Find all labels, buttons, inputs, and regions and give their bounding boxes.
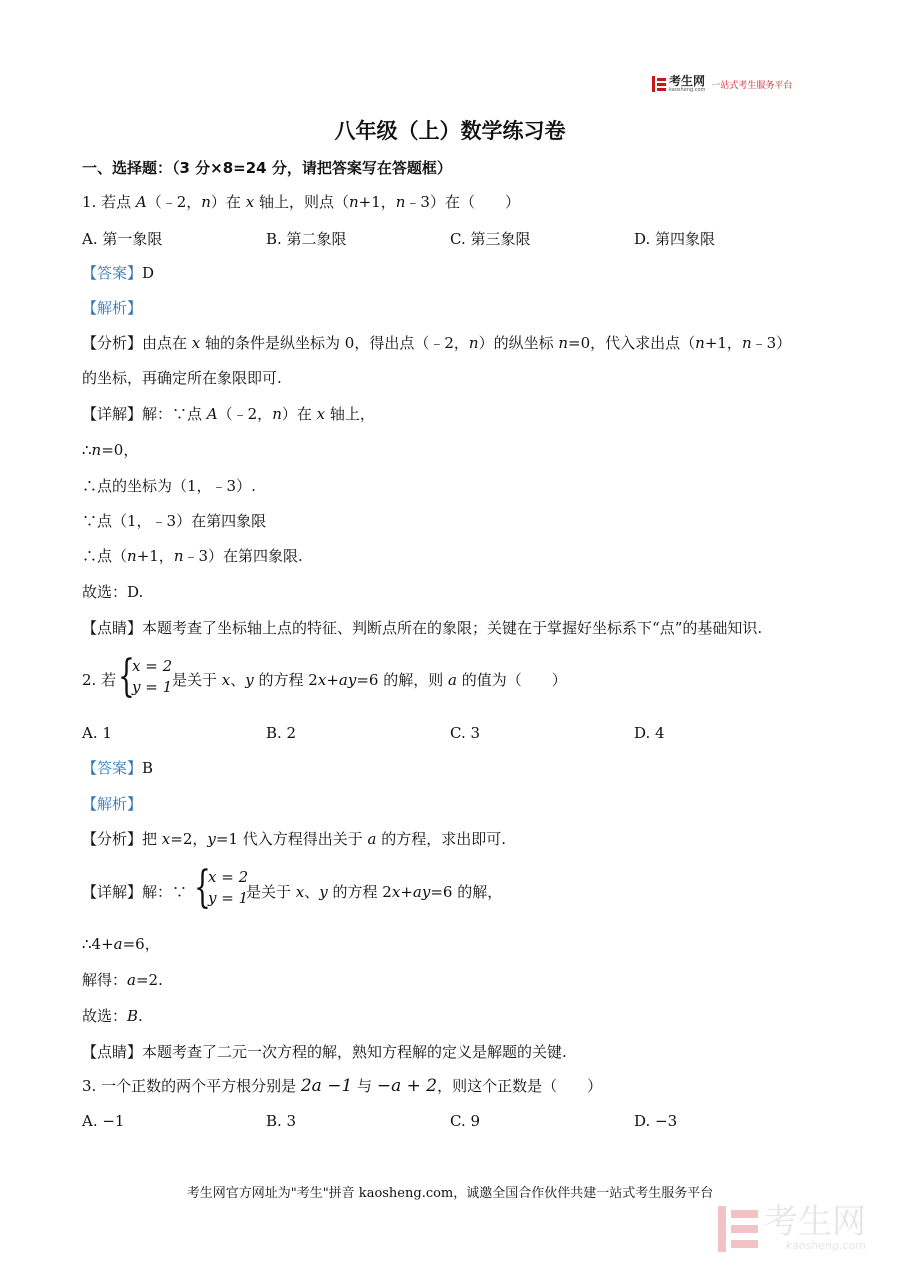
q1-stem: 1. 若点 A（﹣2，n）在 x 轴上，则点（n+1，n﹣3）在（ ） <box>82 193 520 211</box>
brace-icon: { <box>118 651 135 702</box>
q2-choice: 故选：B. <box>82 1007 143 1025</box>
page-footer: 考生网官方网址为"考生"拼音 kaosheng.com，诚邀全国合作伙伴共建一站式考生服务平台 <box>186 1186 714 1201</box>
brace-icon: { <box>194 862 211 913</box>
q2-xj-system-row2: y = 1 <box>208 889 249 907</box>
page-title: 八年级（上）数学练习卷 <box>334 119 566 143</box>
q3-expr2: −a + 2 <box>376 1076 438 1096</box>
q1-option-c: C. 第三象限 <box>450 230 531 248</box>
q1-fenxi-line2: 的坐标，再确定所在象限即可. <box>82 369 282 387</box>
q2-fenxi: 【分析】把 x=2，y=1 代入方程得出关于 a 的方程，求出即可. <box>82 830 507 848</box>
logo-title: 考生网 <box>669 73 706 88</box>
q1-dianjing: 【点睛】本题考查了坐标轴上点的特征、判断点所在的象限；关键在于掌握好坐标系下“点”的基础知识. <box>82 619 763 637</box>
q2-xj-system-row1: x = 2 <box>208 868 249 886</box>
watermark-logo-icon <box>718 1206 758 1252</box>
header-logo <box>652 74 792 94</box>
q2-answer: 【答案】B <box>82 759 154 777</box>
q2-step-2: ∴4+a=6， <box>82 935 160 953</box>
q1-option-a: A. 第一象限 <box>82 230 163 248</box>
q3-stem: 3. 一个正数的两个平方根分别是 2a −1 与 −a + 2，则这个正数是（ ） <box>82 1076 603 1096</box>
q1-analysis-tag: 【解析】 <box>82 299 143 317</box>
q2-option-a: A. 1 <box>82 724 112 742</box>
q1-option-b: B. 第二象限 <box>266 230 347 248</box>
q1-step-3: ∴点的坐标为（1，﹣3）. <box>82 477 256 495</box>
section-heading: 一、选择题：（3 分×8=24 分，请把答案写在答题框） <box>82 159 452 177</box>
q3-option-a: A. −1 <box>82 1112 125 1130</box>
q3-option-b: B. 3 <box>266 1112 297 1130</box>
q2-xiangjie-system <box>194 862 249 913</box>
q2-xiangjie-tail: 是关于 x、y 的方程 2x+ay=6 的解， <box>246 883 503 901</box>
answer-tag: 【答案】 <box>82 759 143 777</box>
q1-xiangjie: 【详解】解：∵点 A（﹣2，n）在 x 轴上， <box>82 405 375 423</box>
q1-step-4: ∵点（1，﹣3）在第四象限 <box>82 512 267 530</box>
logo-slogan: 一站式考生服务平台 <box>711 80 793 91</box>
q2-analysis-tag: 【解析】 <box>82 795 143 813</box>
watermark <box>718 1202 866 1252</box>
q2-dianjing: 【点睛】本题考查了二元一次方程的解，熟知方程解的定义是解题的关键. <box>82 1043 567 1061</box>
q1-answer: 【答案】D <box>82 264 155 282</box>
q3-option-d: D. −3 <box>634 1112 678 1130</box>
answer-tag: 【答案】 <box>82 264 143 282</box>
q3-option-c: C. 9 <box>450 1112 481 1130</box>
q2-stem: 是关于 x、y 的方程 2x+ay=6 的解，则 a 的值为（ ） <box>172 671 567 689</box>
q1-step-5: ∴点（n+1，n﹣3）在第四象限. <box>82 547 303 565</box>
q1-fenxi: 【分析】由点在 x 轴的条件是纵坐标为 0，得出点（﹣2，n）的纵坐标 n=0，代入求出点（n+1，n﹣3） <box>82 334 792 352</box>
q2-option-d: D. 4 <box>634 724 665 742</box>
q2-option-c: C. 3 <box>450 724 481 742</box>
q2-equation-system <box>118 651 173 702</box>
q2-option-b: B. 2 <box>266 724 297 742</box>
logo-mark-icon <box>652 76 666 92</box>
q3-expr1: 2a −1 <box>300 1076 353 1096</box>
q2-system-row1: x = 2 <box>132 657 173 675</box>
q1-step-2: ∴n=0， <box>82 441 139 459</box>
watermark-subtitle: kaosheng.com <box>785 1239 866 1252</box>
q2-step-3: 解得：a=2. <box>82 971 163 989</box>
q2-xiangjie-head: 【详解】解：∵ <box>82 883 188 901</box>
q2-system-row2: y = 1 <box>132 678 173 696</box>
q1-option-d: D. 第四象限 <box>634 230 716 248</box>
q1-choice: 故选：D. <box>82 583 144 601</box>
q2-number: 2. 若 <box>82 671 117 689</box>
logo-subtitle: kaosheng.com <box>669 86 706 93</box>
watermark-title: 考生网 <box>764 1202 866 1242</box>
